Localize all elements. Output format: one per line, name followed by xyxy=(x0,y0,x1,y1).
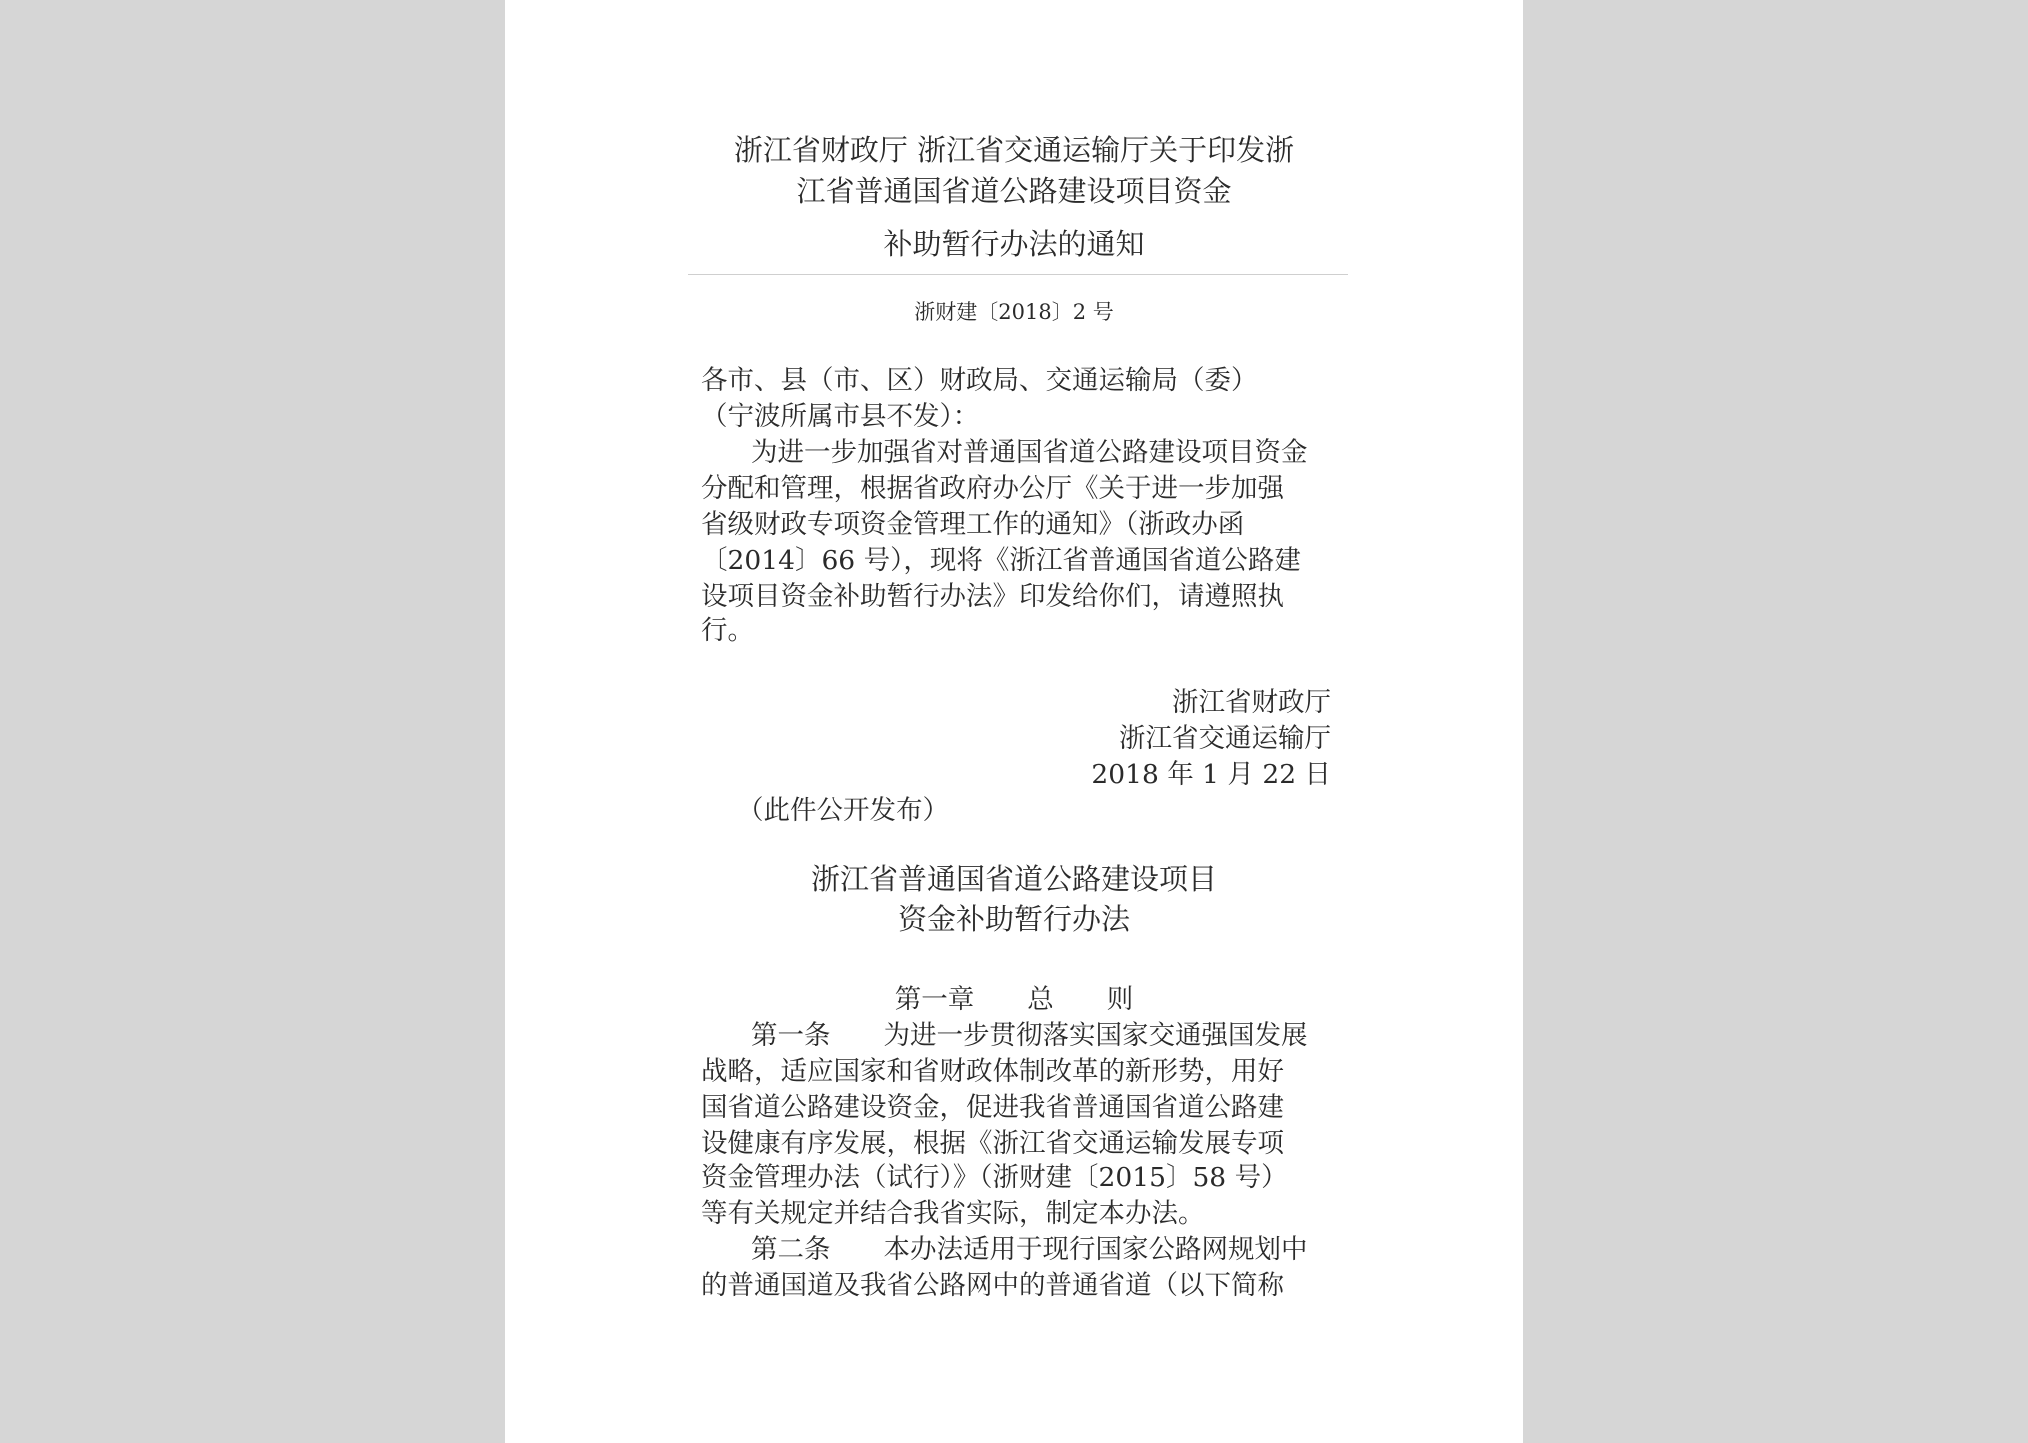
public-release-note: （此件公开发布） xyxy=(737,795,949,826)
addressee-line-2: （宁波所属市县不发）： xyxy=(701,401,980,432)
article1-line-6: 等有关规定并结合我省实际，制定本办法。 xyxy=(701,1198,1205,1229)
article2-line-2: 的普通国道及我省公路网中的普通省道（以下简称 xyxy=(701,1270,1284,1301)
article1-line-2: 战略，适应国家和省财政体制改革的新形势，用好 xyxy=(701,1056,1284,1087)
article1-line-3: 国省道公路建设资金，促进我省普通国省道公路建 xyxy=(701,1092,1284,1123)
article1-line-1: 第一条 为进一步贯彻落实国家交通强国发展 xyxy=(751,1020,1308,1051)
notice-line-2: 分配和管理，根据省政府办公厅《关于进一步加强 xyxy=(701,473,1284,504)
notice-line-3: 省级财政专项资金管理工作的通知》（浙政办函 xyxy=(701,509,1245,540)
notice-line-6: 行。 xyxy=(701,615,754,646)
notice-line-5: 设项目资金补助暂行办法》印发给你们，请遵照执 xyxy=(701,581,1284,612)
signature-org-transport: 浙江省交通运输厅 xyxy=(1119,723,1331,754)
signature-org-finance: 浙江省财政厅 xyxy=(1172,687,1331,718)
title-divider xyxy=(688,274,1348,275)
article1-line-4: 设健康有序发展，根据《浙江省交通运输发展专项 xyxy=(701,1128,1284,1159)
document-page xyxy=(505,0,1523,1443)
signature-date: 2018 年 1 月 22 日 xyxy=(1091,759,1331,790)
chapter-heading: 第一章 总 则 xyxy=(894,984,1134,1015)
title-line-1: 浙江省财政厅 浙江省交通运输厅关于印发浙 xyxy=(733,133,1295,167)
measures-title-line-1: 浙江省普通国省道公路建设项目 xyxy=(810,862,1217,896)
title-line-3: 补助暂行办法的通知 xyxy=(883,227,1145,261)
measures-title-line-2: 资金补助暂行办法 xyxy=(897,902,1130,936)
notice-line-1: 为进一步加强省对普通国省道公路建设项目资金 xyxy=(751,437,1308,468)
notice-line-4: 〔2014〕66 号），现将《浙江省普通国省道公路建 xyxy=(701,545,1301,576)
article2-line-1: 第二条 本办法适用于现行国家公路网规划中 xyxy=(751,1234,1308,1265)
article1-line-5: 资金管理办法（试行）》（浙财建〔2015〕58 号） xyxy=(701,1162,1288,1193)
addressee-line-1: 各市、县（市、区）财政局、交通运输局（委） xyxy=(701,365,1258,396)
title-line-2: 江省普通国省道公路建设项目资金 xyxy=(796,174,1232,208)
document-number: 浙财建〔2018〕2 号 xyxy=(914,300,1114,324)
